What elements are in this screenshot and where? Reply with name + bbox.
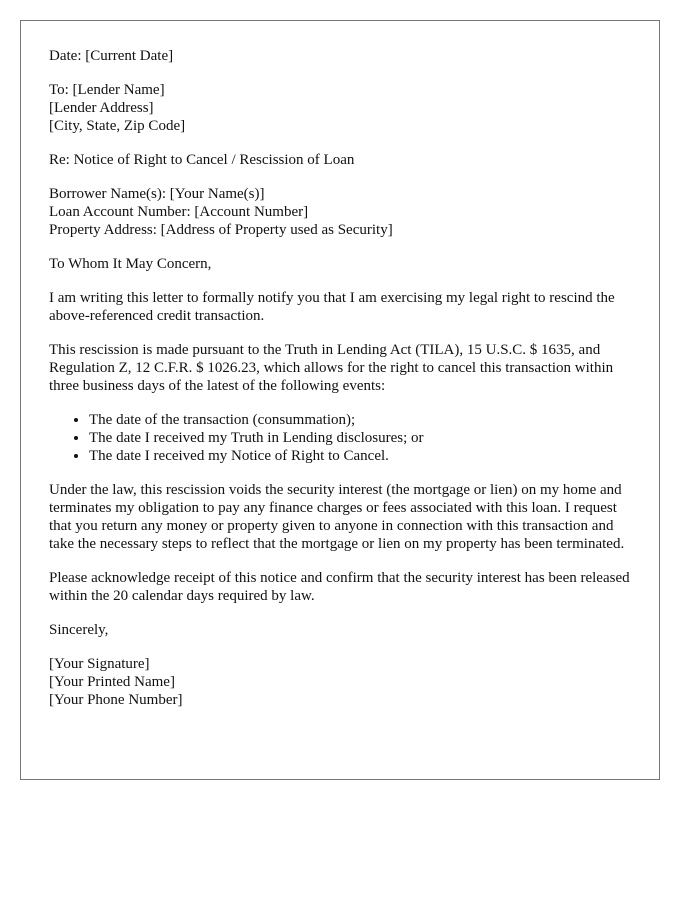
body-paragraph-1: I am writing this letter to formally notify you that I am exercising my legal right to rescind the above-referenced credit transaction. [49, 290, 615, 324]
loan-account-number: Loan Account Number: [Account Number] [49, 204, 309, 220]
closing: Sincerely, [49, 622, 109, 638]
events-list [49, 411, 631, 465]
date-line: Date: [Current Date] [49, 48, 174, 64]
recipient-city: [City, State, Zip Code] [49, 118, 186, 134]
recipient-block [49, 81, 631, 135]
letter-document [20, 20, 660, 780]
signature-placeholder: [Your Signature] [49, 656, 150, 672]
recipient-name: To: [Lender Name] [49, 82, 165, 98]
list-item: • The date I received my Truth in Lending disclosures; or [89, 429, 631, 447]
borrower-names: Borrower Name(s): [Your Name(s)] [49, 186, 265, 202]
printed-name: [Your Printed Name] [49, 674, 175, 690]
salutation: To Whom It May Concern, [49, 256, 212, 272]
body-paragraph-2: This rescission is made pursuant to the Truth in Lending Act (TILA), 15 U.S.C. $ 1635, and Regulation Z, 12 C.F.R. $ 1026.23, which allows for the right to cancel this transaction within three business days of the latest of the following events: [49, 342, 614, 394]
property-address: Property Address: [Address of Property used as Security] [49, 222, 393, 238]
list-item: • The date I received my Notice of Right to Cancel. [89, 447, 631, 465]
subject-line: Re: Notice of Right to Cancel / Rescission of Loan [49, 152, 355, 168]
body-paragraph-3: Under the law, this rescission voids the security interest (the mortgage or lien) on my home and terminates my obligation to pay any finance charges or fees associated with this loan. I request that you return any money or property given to anyone in connection with this transaction and take the necessary steps to reflect that the mortgage or lien on my property has been terminated. [49, 482, 625, 552]
signature-block [49, 655, 631, 709]
list-item: • The date of the transaction (consummation); [89, 411, 631, 429]
phone-number: [Your Phone Number] [49, 692, 183, 708]
borrower-block [49, 185, 631, 239]
recipient-address: [Lender Address] [49, 100, 154, 116]
body-paragraph-4: Please acknowledge receipt of this notice and confirm that the security interest has been released within the 20 calendar days required by law. [49, 570, 630, 604]
